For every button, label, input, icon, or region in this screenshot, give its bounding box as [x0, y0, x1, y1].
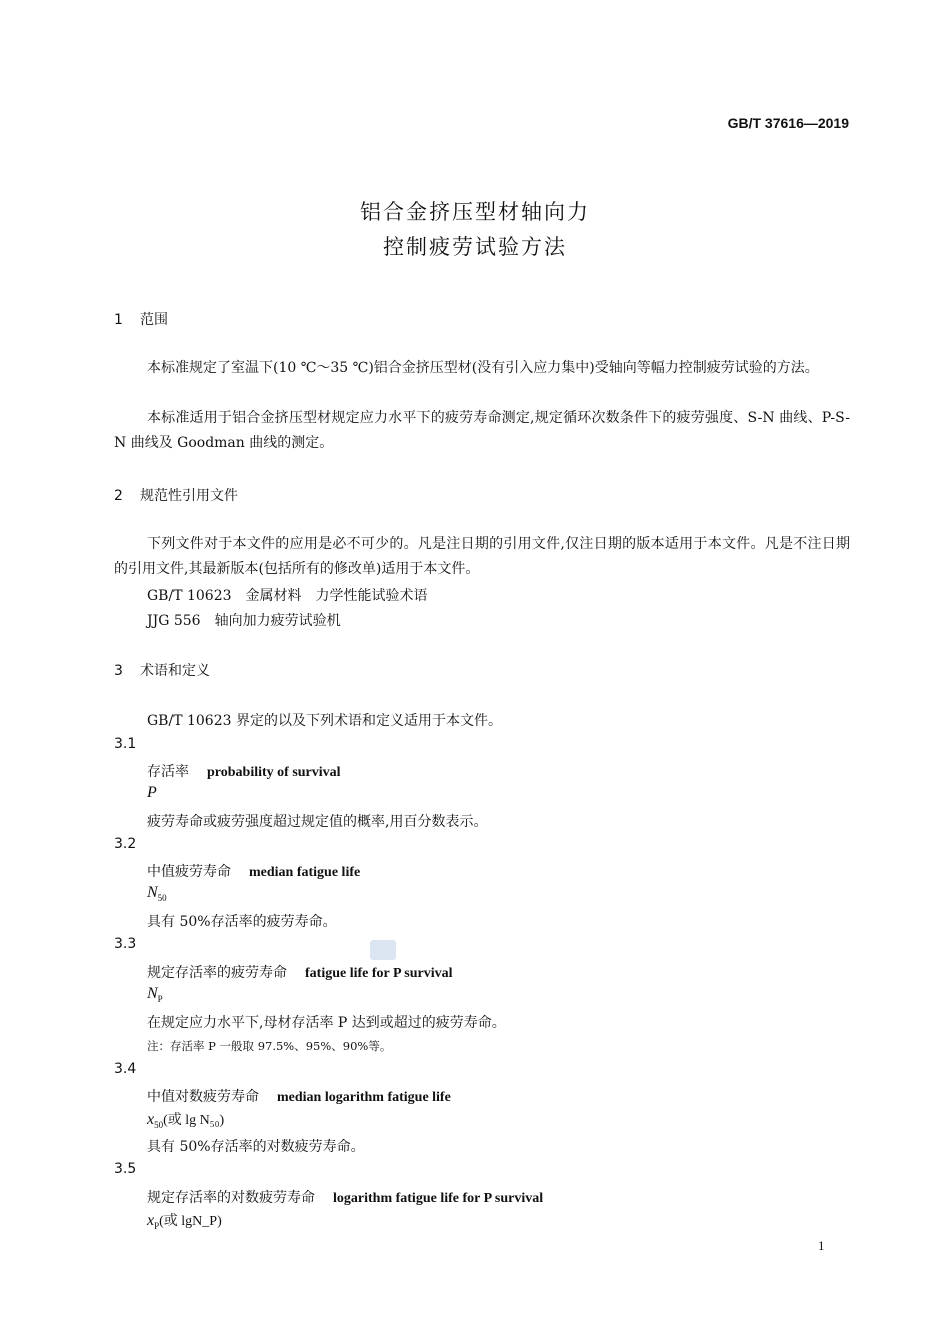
term-definition: 具有 50%存活率的疲劳寿命。 — [147, 914, 337, 930]
clause-number: 3.1 — [114, 736, 137, 752]
term-note — [147, 1038, 391, 1054]
term-heading — [147, 1086, 451, 1106]
term-definition: 在规定应力水平下,母材存活率 P 达到或超过的疲劳寿命。 — [147, 1015, 506, 1031]
term-symbol: $N_P$ — [147, 985, 163, 1005]
term-zh: 中值疲劳寿命 — [147, 864, 231, 880]
section-2-heading — [114, 485, 238, 505]
term-en: logarithm fatigue life for P survival — [333, 1191, 544, 1206]
term-definition: 疲劳寿命或疲劳强度超过规定值的概率,用百分数表示。 — [147, 814, 488, 830]
document-title-line-2: 控制疲劳试验方法 — [383, 235, 567, 259]
term-heading — [147, 1187, 543, 1207]
note-text: 存活率 P 一般取 97.5%、95%、90%等。 — [170, 1039, 392, 1053]
standard-code: GB/T 37616—2019 — [727, 115, 849, 131]
term-zh: 规定存活率的对数疲劳寿命 — [147, 1190, 315, 1206]
term-zh: 存活率 — [147, 764, 189, 780]
clause-number: 3.4 — [114, 1061, 137, 1077]
term-en: median logarithm fatigue life — [277, 1090, 451, 1105]
term-heading — [147, 962, 453, 982]
term-symbol: $x_P$(或 lgN_P) — [147, 1212, 222, 1232]
term-heading — [147, 761, 341, 781]
term-zh: 中值对数疲劳寿命 — [147, 1089, 259, 1105]
document-title-line-1: 铝合金挤压型材轴向力 — [360, 200, 590, 224]
section-title: 规范性引用文件 — [140, 488, 238, 504]
watermark-logo — [370, 940, 396, 960]
section-title: 术语和定义 — [140, 663, 210, 679]
normative-reference: JJG 556 轴向加力疲劳试验机 — [147, 613, 341, 629]
page-number: 1 — [818, 1238, 825, 1253]
note-label: 注： — [147, 1039, 170, 1053]
section-1-paragraph-1: 本标准规定了室温下(10 ℃～35 ℃)铝合金挤压型材(没有引入应力集中)受轴向等幅力控制疲劳试验的方法。 — [147, 360, 819, 376]
section-number: 1 — [114, 312, 123, 328]
section-3-heading — [114, 660, 210, 680]
section-number: 2 — [114, 488, 123, 504]
section-3-intro: GB/T 10623 界定的以及下列术语和定义适用于本文件。 — [147, 713, 502, 729]
term-en: probability of survival — [207, 765, 341, 780]
clause-number: 3.2 — [114, 836, 137, 852]
term-zh: 规定存活率的疲劳寿命 — [147, 965, 287, 981]
normative-reference: GB/T 10623 金属材料 力学性能试验术语 — [147, 588, 428, 604]
term-en: fatigue life for P survival — [305, 966, 453, 981]
section-title: 范围 — [140, 312, 168, 328]
section-1-heading — [114, 309, 168, 329]
term-symbol: $N_{50}$ — [147, 884, 167, 904]
term-symbol: P — [147, 784, 157, 801]
section-number: 3 — [114, 663, 123, 679]
term-en: median fatigue life — [249, 865, 361, 880]
section-2-paragraph-1: 下列文件对于本文件的应用是必不可少的。凡是注日期的引用文件,仅注日期的版本适用于本文件。凡是不注日期的引用文件,其最新版本(包括所有的修改单)适用于本文件。 — [114, 536, 850, 577]
section-1-paragraph-2: 本标准适用于铝合金挤压型材规定应力水平下的疲劳寿命测定,规定循环次数条件下的疲劳强度、S-N 曲线、P-S-N 曲线及 Goodman 曲线的测定。 — [114, 410, 850, 451]
term-symbol: $x_{50}$(或 lg N₅₀) — [147, 1111, 225, 1131]
clause-number: 3.3 — [114, 936, 137, 952]
term-heading — [147, 861, 360, 881]
term-definition: 具有 50%存活率的对数疲劳寿命。 — [147, 1139, 365, 1155]
clause-number: 3.5 — [114, 1161, 137, 1177]
